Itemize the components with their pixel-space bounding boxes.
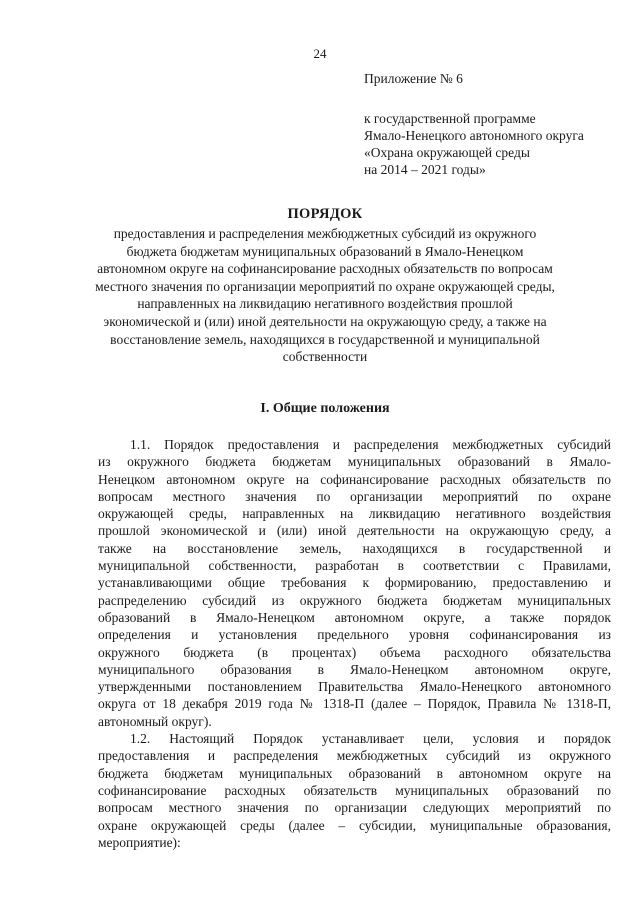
text-line: охране окружающей среды (далее – субсидии, муниципальные образования, bbox=[98, 817, 611, 833]
text-line: автономный округ). bbox=[98, 713, 212, 729]
text-line: распределению субсидий из окружного бюджета бюджетам муниципальных bbox=[98, 592, 611, 608]
text-line: муниципальной собственности, разработан в соответствии с Правилами, bbox=[98, 558, 611, 574]
text-line: из окружного бюджета бюджетам муниципальных образований в Ямало- bbox=[98, 454, 611, 470]
text-line: утвержденными постановлением Правительства Ямало-Ненецкого автономного bbox=[98, 679, 611, 695]
text-line: 1.2. Настоящий Порядок устанавливает цели, условия и порядок bbox=[130, 731, 611, 747]
subtitle-line: автономном округе на софинансирование расходных обязательств по вопросам bbox=[97, 261, 553, 277]
text-line: вопросам местного значения по организации мероприятий по охране bbox=[98, 488, 611, 504]
section-body bbox=[98, 436, 611, 851]
subtitle-line: собственности bbox=[282, 349, 368, 365]
text-line: также на восстановление земель, находящихся в государственной и bbox=[98, 540, 611, 556]
paragraph-1-2 bbox=[98, 730, 611, 851]
text-line: устанавливающими общие требования к формированию, предоставлению и bbox=[98, 575, 611, 591]
subtitle-line: бюджета бюджетам муниципальных образований в Ямало-Ненецком bbox=[126, 243, 524, 259]
section-heading: I. Общие положения bbox=[260, 401, 390, 416]
appendix-line: Ямало-Ненецкого автономного округа bbox=[364, 128, 584, 143]
text-line: муниципального образования в Ямало-Ненецком автономном округе, bbox=[98, 661, 611, 677]
text-line: вопросам местного значения по организации следующих мероприятий по bbox=[98, 800, 611, 816]
page-number: 24 bbox=[313, 46, 327, 61]
text-line: софинансирование расходных обязательств муниципальных образований по bbox=[98, 782, 611, 798]
document-subtitle bbox=[94, 225, 556, 366]
subtitle-line: направленных на ликвидацию негативного воздействия прошлой bbox=[137, 296, 513, 312]
text-line: бюджета бюджетам муниципальных образований в автономном округе на bbox=[98, 765, 611, 781]
text-line: прошлой экономической и (или) иной деятельности на окружающую среду, а bbox=[98, 523, 611, 539]
text-line: мероприятие): bbox=[98, 834, 181, 850]
text-line: окружного бюджета (в процентах) объема расходного обязательства bbox=[98, 644, 611, 660]
appendix-line: на 2014 – 2021 годы» bbox=[364, 162, 486, 177]
subtitle-line: местного значения по организации мероприятий по охране окружающей среды, bbox=[95, 278, 555, 294]
appendix-title: Приложение № 6 bbox=[364, 71, 463, 86]
text-line: определения и установления предельного уровня софинансирования из bbox=[98, 627, 611, 643]
appendix-block bbox=[364, 70, 634, 178]
subtitle-line: экономической и (или) иной деятельности на окружающую среду, а также на bbox=[103, 313, 547, 329]
text-line: 1.1. Порядок предоставления и распределения межбюджетных субсидий bbox=[130, 437, 611, 452]
text-line: предоставления и распределения межбюджетных субсидий из окружного bbox=[98, 748, 611, 764]
subtitle-line: восстановление земель, находящихся в государственной и муниципальной bbox=[110, 331, 540, 347]
text-line: Ненецком автономном округе на софинансирование расходных обязательств по bbox=[98, 471, 611, 487]
appendix-line: «Охрана окружающей среды bbox=[364, 145, 530, 160]
subtitle-line: предоставления и распределения межбюджетных субсидий из окружного bbox=[113, 226, 537, 241]
document-title: ПОРЯДОК bbox=[287, 206, 363, 222]
text-line: образований в Ямало-Ненецком автономном округе, а также порядок bbox=[98, 609, 611, 625]
paragraph-1-1 bbox=[98, 436, 611, 730]
appendix-line: к государственной программе bbox=[364, 111, 536, 126]
text-line: округа от 18 декабря 2019 года № 1318-П (далее – Порядок, Правила № 1318-П, bbox=[98, 696, 611, 712]
text-line: окружающей среды, направленных на ликвидацию негативного воздействия bbox=[98, 506, 611, 522]
